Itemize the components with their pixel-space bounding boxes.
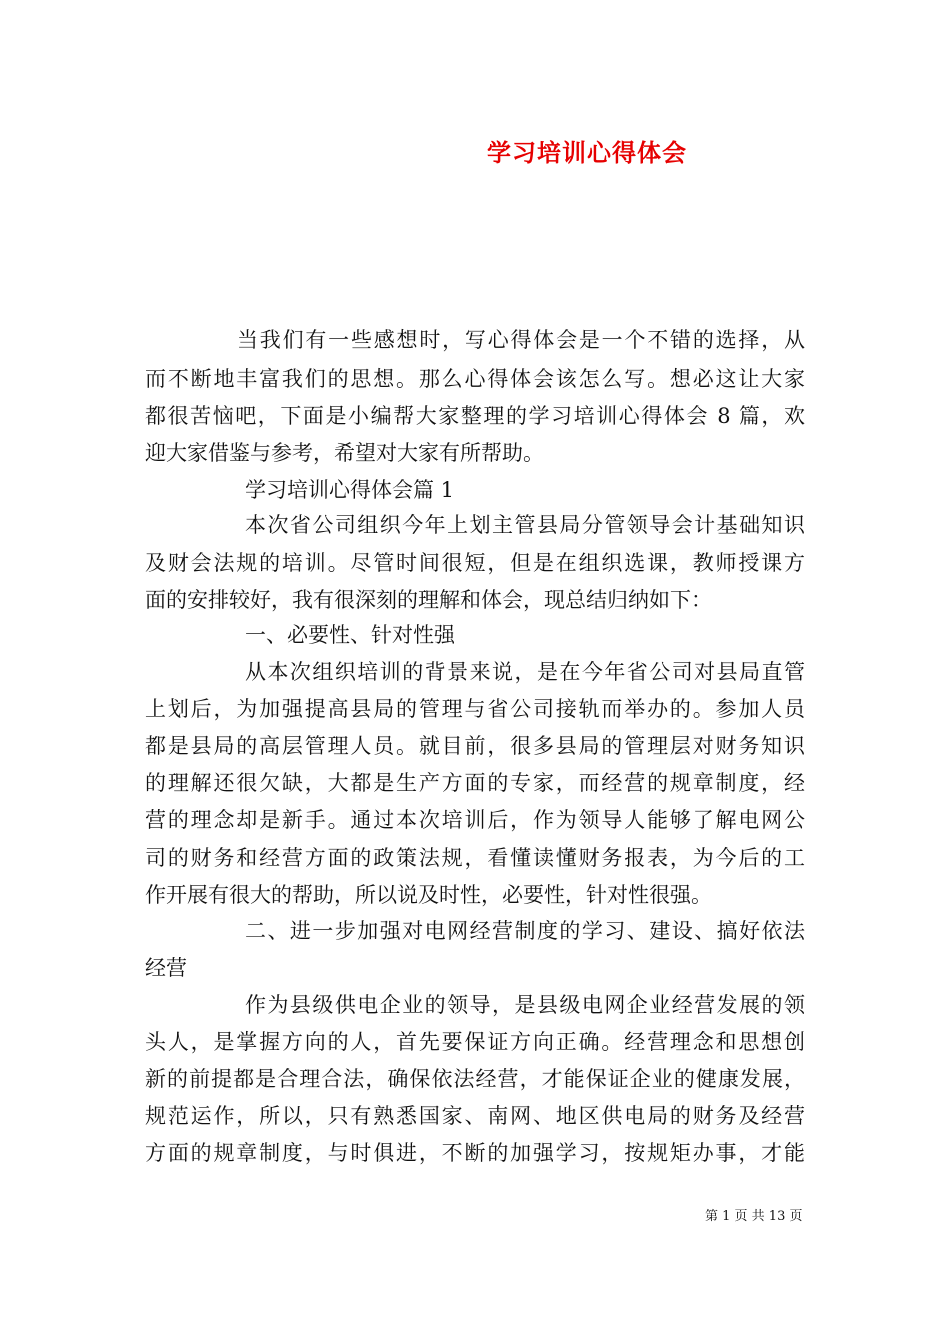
text-line: 营的理念却是新手。通过本次培训后，作为领导人能够了解电网公 — [145, 808, 805, 832]
text-line: 都很苦恼吧，下面是小编帮大家整理的学习培训心得体会 8 篇，欢 — [145, 404, 805, 428]
subsection-heading: 一、必要性、针对性强 — [245, 623, 455, 647]
section-heading: 学习培训心得体会篇 1 — [245, 478, 455, 502]
text-line: 而不断地丰富我们的思想。那么心得体会该怎么写。想必这让大家 — [145, 367, 805, 391]
text-line: 司的财务和经营方面的政策法规，看懂读懂财务报表，为今后的工 — [145, 846, 805, 870]
text-line: 本次省公司组织今年上划主管县局分管领导会计基础知识 — [245, 513, 805, 537]
text-line: 头人，是掌握方向的人，首先要保证方向正确。经营理念和思想创 — [145, 1030, 805, 1054]
text-line: 及财会法规的培训。尽管时间很短，但是在组织选课，教师授课方 — [145, 551, 805, 575]
subsection-heading: 二、进一步加强对电网经营制度的学习、建设、搞好依法 — [245, 919, 805, 943]
text-line: 从本次组织培训的背景来说，是在今年省公司对县局直管 — [245, 660, 805, 684]
text-line: 的理解还很欠缺，大都是生产方面的专家，而经营的规章制度，经 — [145, 771, 805, 795]
text-line: 上划后，为加强提高县局的管理与省公司接轨而举办的。参加人员 — [145, 697, 805, 721]
text-line: 作开展有很大的帮助，所以说及时性，必要性，针对性很强。 — [145, 883, 712, 907]
subsection-heading-continued: 经营 — [145, 956, 187, 980]
text-line: 方面的规章制度，与时俱进，不断的加强学习，按规矩办事，才能 — [145, 1141, 805, 1165]
text-line: 都是县局的高层管理人员。就目前，很多县局的管理层对财务知识 — [145, 734, 805, 758]
page-number: 第 1 页 共 13 页 — [705, 1209, 803, 1224]
text-line: 新的前提都是合理合法，确保依法经营，才能保证企业的健康发展， — [145, 1067, 805, 1091]
text-line: 作为县级供电企业的领导，是县级电网企业经营发展的领 — [245, 993, 805, 1017]
text-line: 面的安排较好，我有很深刻的理解和体会，现总结归纳如下： — [145, 588, 712, 612]
page-title: 学习培训心得体会 — [487, 138, 687, 167]
text-line: 当我们有一些感想时，写心得体会是一个不错的选择，从 — [237, 328, 805, 352]
text-line: 迎大家借鉴与参考，希望对大家有所帮助。 — [145, 441, 544, 465]
text-line: 规范运作，所以，只有熟悉国家、南网、地区供电局的财务及经营 — [145, 1104, 805, 1128]
